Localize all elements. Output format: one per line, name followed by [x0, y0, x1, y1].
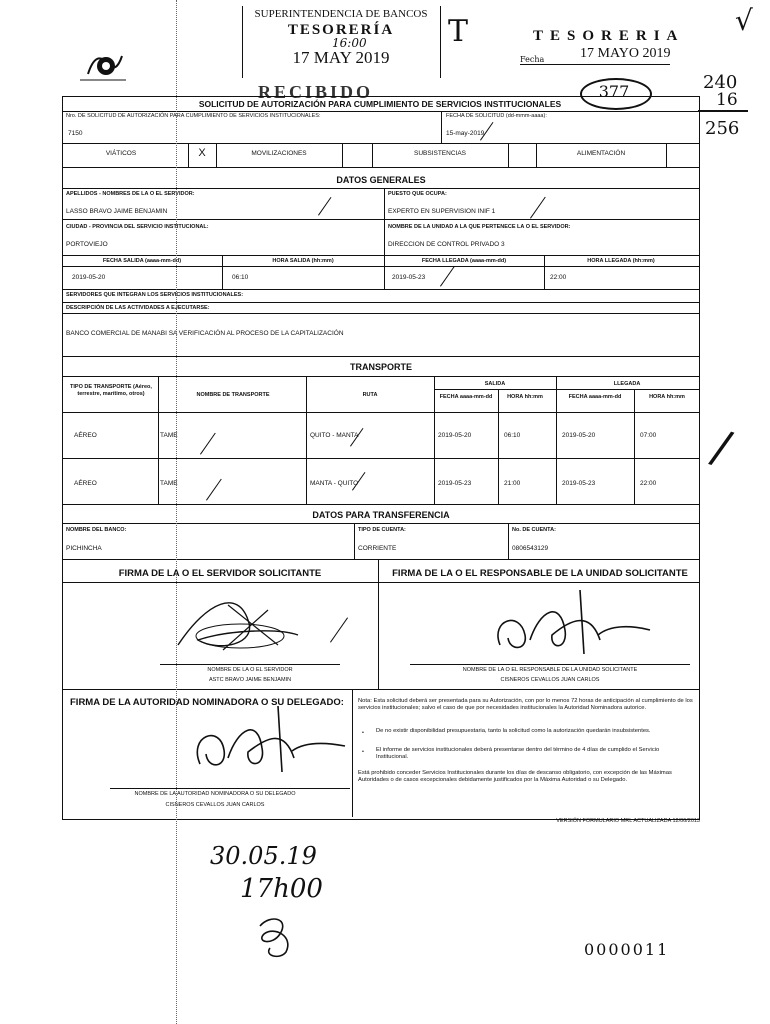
stamp-tesoreria-date: 17 MAYO 2019 [580, 46, 671, 61]
row2-salida-hora: 21:00 [504, 480, 521, 487]
row1-llegada-hora: 07:00 [640, 432, 657, 439]
col-llegada-fecha: FECHA aaaa-mm-dd [568, 394, 622, 400]
col-salida-fecha: FECHA aaaa-mm-dd [439, 394, 493, 400]
bullet1-text: De no existir disponibilidad presupuestaria, tanto la solicitud como la autorización quedarán insubsistentes. [376, 728, 651, 734]
apellidos-label: APELLIDOS - NOMBRES DE LA O EL SERVIDOR: [66, 191, 195, 197]
row2-salida-fecha: 2019-05-23 [438, 480, 472, 487]
fecha-salida-label: FECHA SALIDA (aaaa-mm-dd) [102, 258, 182, 264]
subsistencias-label: SUBSISTENCIAS [413, 150, 466, 157]
col-salida: SALIDA [484, 381, 506, 387]
col-nombre-transporte: NOMBRE DE TRANSPORTE [196, 392, 270, 398]
row2-llegada-fecha: 2019-05-23 [562, 480, 596, 487]
stamp-time: 16:00 [332, 36, 367, 50]
circled-number-value: 377 [598, 82, 630, 101]
prohibido-text: Está prohibido conceder Servicios Institucionales durante los días de descanso obligatorio, con excepción de las Máximas Autoridades o de casos excepcionales debidamente justificados por la Máxima Autoridad o su Delegado. [358, 770, 672, 783]
fecha-llegada-value: 2019-05-23 [392, 274, 426, 281]
bullet-icon-1: • [362, 730, 364, 736]
movilizaciones-label: MOVILIZACIONES [251, 150, 307, 157]
unidad-label: NOMBRE DE LA UNIDAD A LA QUE PERTENECE LA O EL SERVIDOR: [388, 224, 571, 230]
handwritten-sum-mid: 16 [716, 90, 738, 110]
handwritten-sum-total: 256 [705, 118, 740, 139]
signature-autoridad [180, 706, 350, 774]
row2-llegada-hora: 22:00 [640, 480, 657, 487]
col-salida-hora: HORA hh:mm [507, 394, 543, 400]
margin-slash: / [706, 418, 738, 476]
tipo-cuenta-label: TIPO DE CUENTA: [358, 527, 406, 533]
handwritten-sum-top: 240 [703, 72, 738, 93]
ciudad-label: CIUDAD - PROVINCIA DEL SERVICIO INSTITUCIONAL: [66, 224, 209, 230]
hora-llegada-value: 22:00 [550, 274, 567, 281]
responsable-name-label: NOMBRE DE LA O EL RESPONSABLE DE LA UNIDAD SOLICITANTE [462, 667, 638, 673]
nota-text: Nota: Esta solicitud deberá ser presentada para su Autorización, con por lo menos 72 horas de anticipación al cumplimiento de los servicios institucionales; salvo el caso de que por necesidades institucionales la Autoridad Nominadora autorice. [358, 698, 693, 711]
version-text: VERSIÓN FORMULARIO MRL ACTUALIZADA 12/06/2013 [556, 818, 700, 824]
stamp-tesoreria: TESORERÍA [287, 22, 395, 38]
handwritten-flourish [250, 912, 300, 960]
alimentacion-label: ALIMENTACIÓN [576, 150, 626, 157]
col-ruta: RUTA [362, 392, 378, 398]
fecha-llegada-label: FECHA LLEGADA (aaaa-mm-dd) [421, 258, 507, 264]
descripcion-value: BANCO COMERCIAL DE MANABI SA VERIFICACIÓN AL PROCESO DE LA CAPITALIZACIÓN [66, 330, 344, 337]
col-tipo-transporte: TIPO DE TRANSPORTE (Aéreo, terrestre, marítimo, otros) [70, 384, 152, 397]
banco-label: NOMBRE DEL BANCO: [66, 527, 127, 533]
row1-nombre: TAME [160, 432, 178, 439]
signature-responsable [480, 590, 660, 660]
row1-llegada-fecha: 2019-05-20 [562, 432, 596, 439]
descripcion-label: DESCRIPCIÓN DE LAS ACTIVIDADES A EJECUTARSE: [66, 305, 210, 311]
transferencia-header: DATOS PARA TRANSFERENCIA [312, 510, 450, 520]
fecha-solicitud-value: 15-may-2019 [446, 130, 485, 137]
hora-llegada-label: HORA LLEGADA (hh:mm) [587, 258, 655, 264]
handwritten-date-note: 30.05.19 [210, 842, 317, 870]
col-llegada-hora: HORA hh:mm [649, 394, 685, 400]
page-number: 0000011 [584, 940, 670, 959]
nro-solicitud-label: Nro. DE SOLICITUD DE AUTORIZACIÓN PARA CUMPLIMIENTO DE SERVICIOS INSTITUCIONALES: [66, 113, 321, 119]
row2-ruta: MANTA - QUITO [310, 480, 359, 487]
firma-servidor-header: FIRMA DE LA O EL SERVIDOR SOLICITANTE [118, 568, 322, 579]
puesto-value: EXPERTO EN SUPERVISION INIF 1 [388, 208, 496, 215]
banco-value: PICHINCHA [66, 545, 102, 552]
stamp-fecha-label: Fecha [520, 55, 545, 64]
autoridad-name-value: CISNEROS CEVALLOS JUAN CARLOS [165, 802, 265, 808]
cuenta-label: No. DE CUENTA: [512, 527, 556, 533]
cuenta-value: 0806543129 [512, 545, 549, 552]
stamp-tesoreria-right: TESORERIA [533, 28, 685, 44]
autoridad-name-label: NOMBRE DE LA AUTORIDAD NOMINADORA O SU DELEGADO [134, 791, 296, 797]
ciudad-value: PORTOVIEJO [66, 241, 108, 248]
hora-salida-label: HORA SALIDA (hh:mm) [272, 258, 334, 264]
datos-generales-header: DATOS GENERALES [336, 175, 426, 185]
servidor-name-value: ASTC BRAVO JAIME BENJAMIN [208, 677, 292, 683]
col-llegada: LLEGADA [613, 381, 641, 387]
fecha-solicitud-label: FECHA DE SOLICITUD (dd-mmm-aaaa): [446, 113, 547, 119]
row1-salida-fecha: 2019-05-20 [438, 432, 472, 439]
stamp-date: 17 MAY 2019 [292, 48, 390, 67]
bullet-icon-2: • [362, 749, 364, 755]
servidor-name-label: NOMBRE DE LA O EL SERVIDOR [207, 667, 293, 673]
row1-salida-hora: 06:10 [504, 432, 521, 439]
stamp-recibido: RECIBIDO [258, 82, 374, 102]
row1-ruta: QUITO - MANTA [310, 432, 359, 439]
tipo-cuenta-value: CORRIENTE [358, 545, 397, 552]
stamp-superintendencia-title: SUPERINTENDENCIA DE BANCOS [254, 8, 428, 20]
responsable-name-value: CISNEROS CEVALLOS JUAN CARLOS [500, 677, 600, 683]
apellidos-value: LASSO BRAVO JAIME BENJAMIN [66, 208, 168, 215]
firma-autoridad-header: FIRMA DE LA AUTORIDAD NOMINADORA O SU DELEGADO: [70, 697, 344, 708]
hora-salida-value: 06:10 [232, 274, 249, 281]
handwritten-t-mark: T [448, 14, 469, 49]
viaticos-label: VIÁTICOS [105, 150, 137, 157]
nro-solicitud-value: 7150 [68, 130, 83, 137]
row2-nombre: TAME [160, 480, 178, 487]
bullet2-text: El informe de servicios institucionales deberá presentarse dentro del término de 4 días de cumplido el Servicio Institucional. [376, 747, 660, 760]
fecha-salida-value: 2019-05-20 [72, 274, 106, 281]
check-mark-top-right: √ [735, 4, 753, 37]
handwritten-time-note: 17h00 [240, 874, 323, 904]
servidores-label: SERVIDORES QUE INTEGRAN LOS SERVICIOS INSTITUCIONALES: [66, 292, 244, 298]
unidad-value: DIRECCION DE CONTROL PRIVADO 3 [388, 241, 505, 248]
row1-tipo: AÉREO [74, 432, 97, 439]
institution-logo [78, 44, 128, 84]
perforation-line [176, 0, 177, 1024]
row2-tipo: AÉREO [74, 480, 97, 487]
signature-servidor [168, 590, 328, 660]
firma-responsable-header: FIRMA DE LA O EL RESPONSABLE DE LA UNIDAD SOLICITANTE [392, 568, 688, 579]
puesto-label: PUESTO QUE OCUPA: [388, 191, 447, 197]
transporte-header: TRANSPORTE [349, 362, 412, 372]
viaticos-mark: X [198, 147, 206, 159]
form-title: SOLICITUD DE AUTORIZACIÓN PARA CUMPLIMIENTO DE SERVICIOS INSTITUCIONALES [198, 99, 562, 109]
